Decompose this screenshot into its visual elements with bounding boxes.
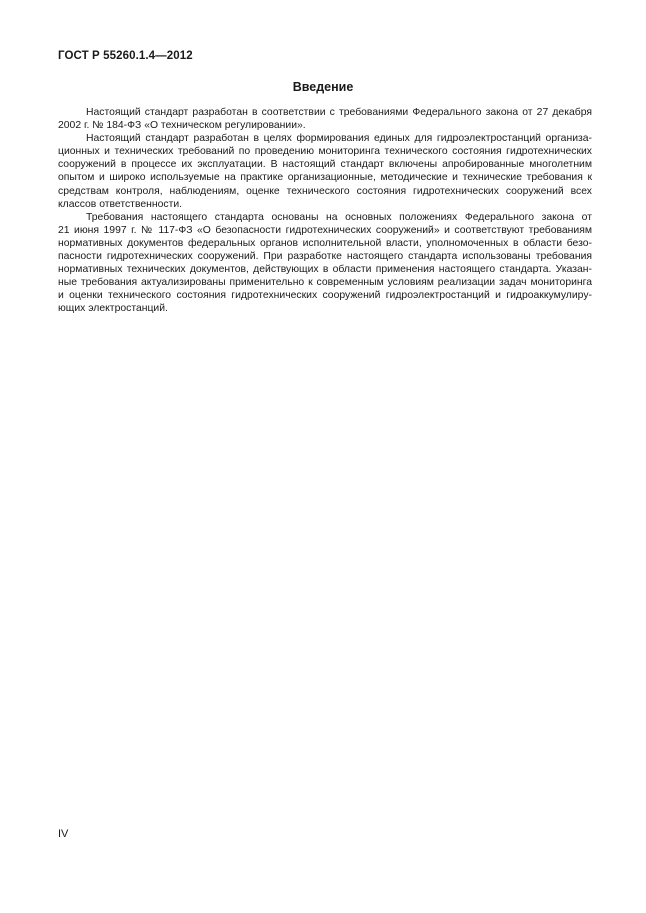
paragraph-line: и оценки технического состояния гидротехнических сооружений гидроэлектростанций и гидроаккумулиру- (58, 290, 592, 302)
introduction-body (58, 106, 592, 316)
section-title: Введение (292, 80, 354, 94)
page-number: IV (58, 828, 69, 840)
paragraph-line: пасности гидротехнических сооружений. При разработке настоящего стандарта использованы требования (58, 251, 592, 263)
paragraph-line: нормативных документов федеральных органов исполнительной власти, уполномоченных в области безо- (58, 237, 592, 249)
paragraph-1 (58, 106, 592, 132)
paragraph-line: опытом и широко используемые на практике организационные, методические и технические требования к (58, 172, 592, 184)
paragraph-line: классов ответственности. (58, 198, 183, 210)
paragraph-3 (58, 211, 592, 316)
paragraph-line: средствам контроля, наблюдениям, оценке технического состояния гидротехнических сооружений всех (58, 185, 592, 197)
paragraph-line: ционных и технических требований по проведению мониторинга технического состояния гидротехнических (58, 146, 592, 158)
paragraph-line: Настоящий стандарт разработан в соответствии с требованиями Федерального закона от 27 декабря (86, 107, 592, 118)
paragraph-line: сооружений в процессе их эксплуатации. В настоящий стандарт включены апробированные многолетним (58, 159, 592, 171)
paragraph-line: 2002 г. № 184-ФЗ «О техническом регулировании». (58, 120, 306, 132)
paragraph-line: ные требования актуализированы применительно к современным условиям реализации задач мониторинга (58, 277, 592, 289)
paragraph-line: нормативных технических документов, действующих в области применения настоящего стандарта. Указан- (58, 264, 592, 276)
paragraph-line: Настоящий стандарт разработан в целях формирования единых для гидроэлектростанций организа- (86, 133, 592, 145)
paragraph-line: ющих электростанций. (58, 303, 168, 315)
document-header-standard-id: ГОСТ Р 55260.1.4—2012 (58, 50, 193, 62)
paragraph-2 (58, 132, 592, 211)
paragraph-line: Требования настоящего стандарта основаны на основных положениях Федерального закона от (86, 211, 592, 223)
paragraph-line: 21 июня 1997 г. № 117-ФЗ «О безопасности гидротехнических сооружений» и соответствуют требованиям (58, 224, 592, 236)
